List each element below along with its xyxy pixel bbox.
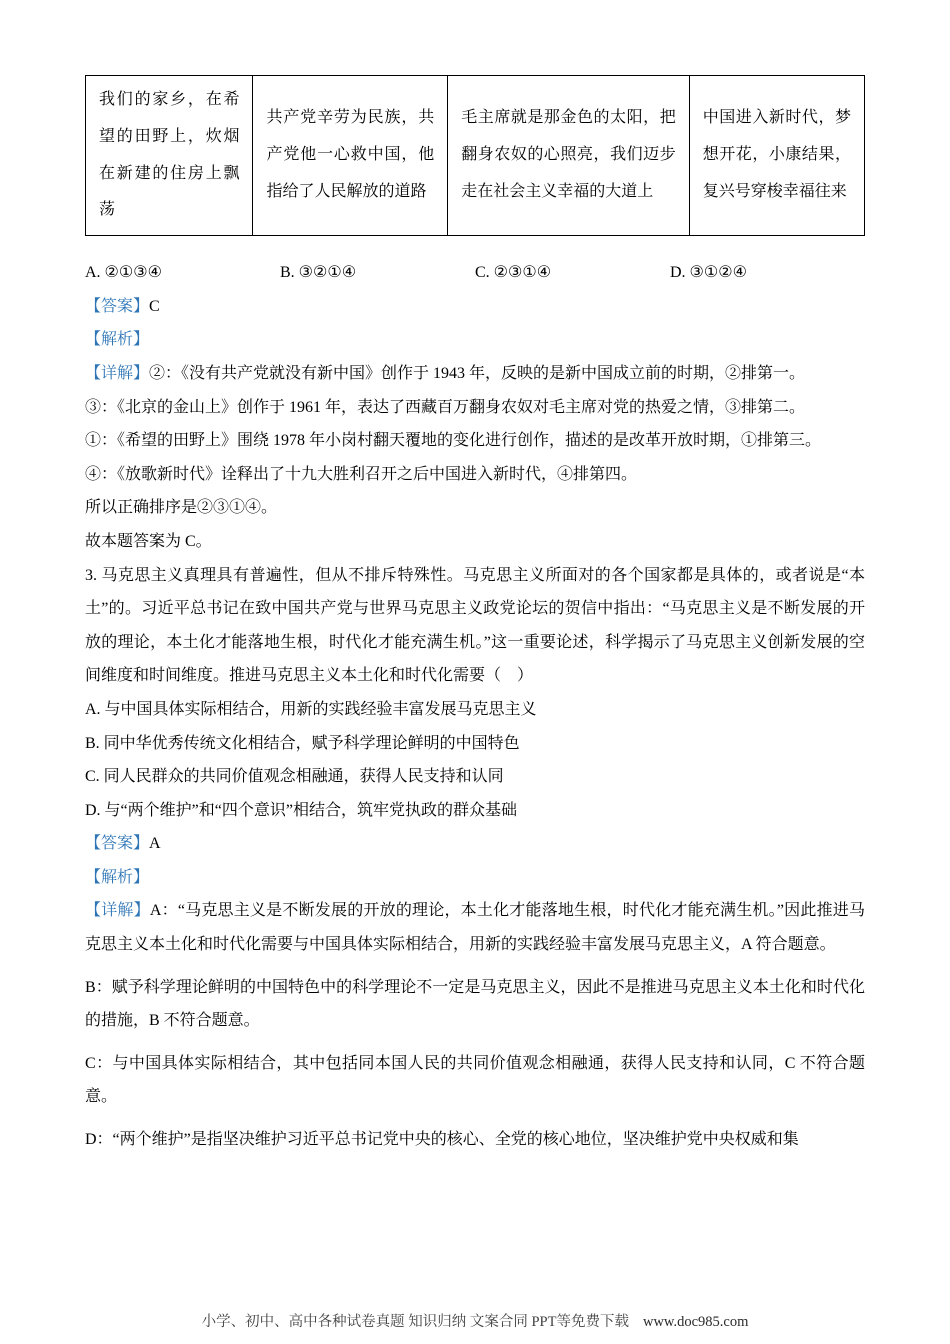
q2-detail-conclusion-order: 所以正确排序是②③①④。	[85, 499, 278, 517]
q3-detail-paragraph-a	[85, 894, 865, 961]
q2-analysis-line	[85, 323, 865, 357]
q2-answer-value: C	[149, 297, 160, 315]
lyrics-cell-4: 中国进入新时代，梦想开花，小康结果，复兴号穿梭幸福往来	[689, 76, 864, 236]
q3-analysis-line	[85, 861, 865, 895]
q3-detail-marker: 【详解】	[85, 902, 150, 920]
q3-answer-line	[85, 827, 865, 861]
q2-detail-paragraph-1	[85, 357, 865, 391]
lyrics-cell-1: 我们的家乡，在希望的田野上，炊烟在新建的住房上飘荡	[86, 76, 253, 236]
q2-answer-marker: 【答案】	[85, 297, 150, 315]
q2-detail-marker: 【详解】	[85, 364, 150, 382]
q3-detail-paragraph-b: B：赋予科学理论鲜明的中国特色中的科学理论不一定是马克思主义，因此不是推进马克思主义本土化和时代化的措施，B 不符合题意。	[85, 978, 865, 1030]
q2-option-c: C. ②③①④	[475, 264, 552, 282]
page-footer	[0, 1312, 950, 1332]
q3-analysis-marker: 【解析】	[85, 868, 150, 886]
lyrics-cell-2: 共产党辛劳为民族，共产党他一心救中国，他指给了人民解放的道路	[253, 76, 448, 236]
q2-detail-paragraph-3: ①：《希望的田野上》围绕 1978 年小岗村翻天覆地的变化进行创作，描述的是改革开放时期，①排第三。	[85, 432, 822, 450]
lyrics-table-row	[86, 76, 865, 236]
q2-option-a: A. ②①③④	[85, 264, 162, 282]
q2-analysis-marker: 【解析】	[85, 331, 150, 349]
lyrics-cell-3: 毛主席就是那金色的太阳，把翻身农奴的心照亮，我们迈步走在社会主义幸福的大道上	[448, 76, 689, 236]
q3-option-a: A. 与中国具体实际相结合，用新的实践经验丰富发展马克思主义	[85, 700, 537, 718]
footer-text: 小学、初中、高中各种试卷真题 知识归纳 文案合同 PPT等免费下载	[201, 1313, 629, 1330]
q2-detail-paragraph-4: ④：《放歌新时代》诠释出了十九大胜利召开之后中国进入新时代，④排第四。	[85, 465, 638, 483]
q3-option-b: B. 同中华优秀传统文化相结合，赋予科学理论鲜明的中国特色	[85, 734, 520, 752]
q3-detail-paragraph-c: C：与中国具体实际相结合，其中包括同本国人民的共同价值观念相融通，获得人民支持和认同，C 不符合题意。	[85, 1054, 865, 1106]
q3-answer-marker: 【答案】	[85, 835, 150, 853]
q3-option-d: D. 与“两个维护”和“四个意识”相结合，筑牢党执政的群众基础	[85, 801, 517, 819]
q3-option-c: C. 同人民群众的共同价值观念相融通，获得人民支持和认同	[85, 768, 504, 786]
footer-url: www.doc985.com	[642, 1313, 749, 1330]
q2-answer-line	[85, 290, 865, 324]
q2-option-b: B. ③②①④	[280, 264, 357, 282]
q2-option-d: D. ③①②④	[670, 264, 747, 282]
lyrics-table	[85, 75, 865, 236]
q2-options-row	[85, 256, 865, 290]
q3-detail-text-a: A：“马克思主义是不断发展的开放的理论，本土化才能落地生根，时代化才能充满生机。”因此推进马克思主义本土化和时代化需要与中国具体实际相结合，用新的实践经验丰富发展马克思主义，A 符合题意。	[85, 902, 865, 954]
q3-stem: 3. 马克思主义真理具有普遍性，但从不排斥特殊性。马克思主义所面对的各个国家都是具体的，或者说是“本土”的。习近平总书记在致中国共产党与世界马克思主义政党论坛的贺信中指出：“马克思主义是不断发展的开放的理论，本土化才能落地生根，时代化才能充满生机。”这一重要论述，科学揭示了马克思主义创新发展的空间维度和时间维度。推进马克思主义本土化和时代化需要（ ）	[85, 566, 865, 685]
q3-answer-value: A	[149, 835, 161, 853]
q3-detail-paragraph-d: D：“两个维护”是指坚决维护习近平总书记党中央的核心、全党的核心地位，坚决维护党中央权威和集	[85, 1131, 799, 1149]
q2-detail-paragraph-2: ③：《北京的金山上》创作于 1961 年，表达了西藏百万翻身农奴对毛主席对党的热爱之情，③排第二。	[85, 398, 806, 416]
q2-detail-text-1: ②：《没有共产党就没有新中国》创作于 1943 年，反映的是新中国成立前的时期，②排第一。	[149, 364, 806, 382]
q2-detail-conclusion-answer: 故本题答案为 C。	[85, 532, 212, 550]
